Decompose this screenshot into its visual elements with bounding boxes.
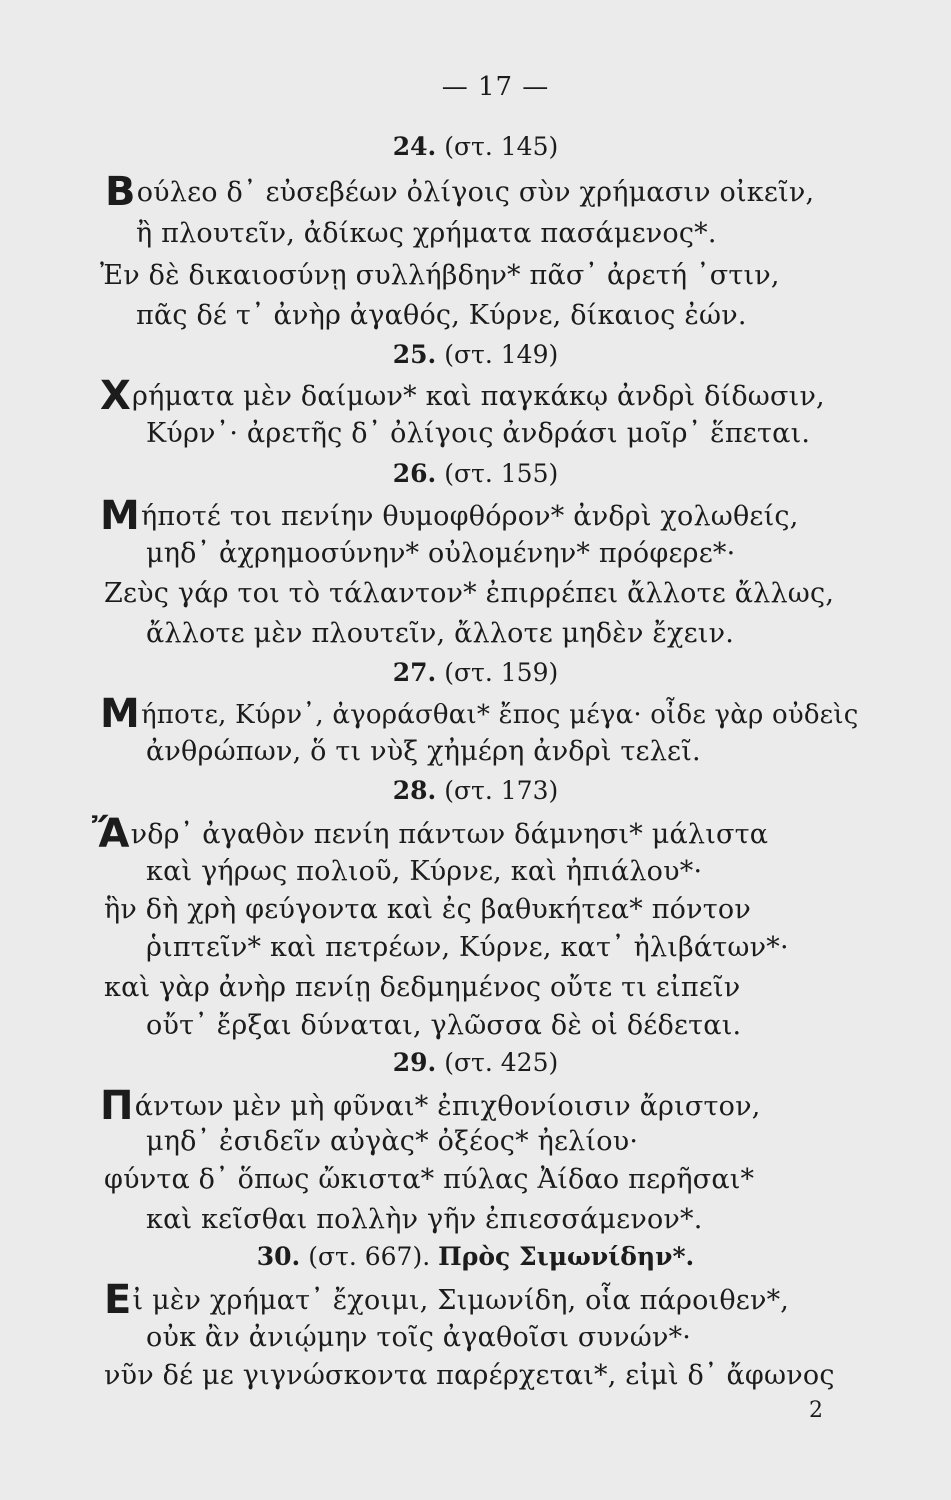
initial-capital: Ἄ: [92, 811, 130, 857]
poem-heading: [0, 1242, 951, 1271]
verse-line: [105, 169, 815, 215]
initial-capital: Π: [100, 1083, 134, 1129]
verse-line: [146, 538, 735, 569]
verse-line: [100, 260, 780, 291]
poem-number: 26.: [392, 459, 437, 488]
page-number: — 17 —: [441, 72, 550, 102]
verse-text: καὶ γὰρ ἀνὴρ πενίῃ δεδμημένος οὔτε τι εἰπεῖν: [104, 972, 741, 1003]
verse-line: [146, 1010, 741, 1041]
poem-number: 25.: [392, 340, 437, 369]
verse-text: Ἐν δὲ δικαιοσύνῃ συλλήβδην* πᾶσ᾽ ἀρετή ᾽στιν,: [100, 260, 780, 291]
initial-capital: Ε: [104, 1277, 132, 1323]
verse-text: ούλεο δ᾽ εὐσεβέων ὀλίγοις σὺν χρήμασιν οἰκεῖν,: [136, 177, 815, 208]
verse-reference: (στ. 149): [444, 340, 559, 369]
verse-line: [104, 972, 740, 1003]
verse-text: ἄλλοτε μὲν πλουτεῖν, ἄλλοτε μηδὲν ἔχειν.: [146, 618, 734, 649]
verse-line: [104, 1164, 754, 1195]
verse-text: ήποτέ τοι πενίην θυμοφθόρον* ἀνδρὶ χολωθείς,: [141, 501, 799, 532]
poem-number: 27.: [392, 658, 437, 687]
verse-text: άντων μὲν μὴ φῦναι* ἐπιχθονίοισιν ἄριστον,: [134, 1091, 761, 1122]
verse-line: [100, 373, 825, 419]
poem-heading: [0, 1048, 951, 1077]
initial-capital: Μ: [100, 691, 141, 737]
verse-line: [146, 618, 734, 649]
verse-line: [146, 856, 702, 887]
verse-text: μηδ᾽ ἐσιδεῖν αὐγὰς* ὀξέος* ἠελίου·: [146, 1126, 639, 1157]
verse-line: [104, 1277, 790, 1323]
verse-line: [104, 894, 751, 925]
poem-dedication: Πρὸς Σιμωνίδην*.: [438, 1242, 695, 1271]
verse-line: [136, 218, 717, 249]
verse-text: καὶ κεῖσθαι πολλὴν γῆν ἐπιεσσάμενον*.: [146, 1204, 703, 1235]
verse-text: φύντα δ᾽ ὅπως ὤκιστα* πύλας Ἀίδαο περῆσαι*: [104, 1164, 755, 1195]
poem-heading: [0, 776, 951, 805]
verse-text: ήποτε, Κύρν᾽, ἀγοράσθαι* ἔπος μέγα· οἶδε γὰρ οὐδεὶς: [141, 700, 859, 730]
verse-text: ἀνθρώπων, ὅ τι νὺξ χἠμέρη ἀνδρὶ τελεῖ.: [146, 736, 701, 767]
verse-text: Κύρν᾽· ἀρετῆς δ᾽ ὀλίγοις ἀνδράσι μοῖρ᾽ ἕπεται.: [146, 418, 811, 449]
verse-reference: (στ. 667).: [308, 1242, 431, 1271]
verse-text: πᾶς δέ τ᾽ ἀνὴρ ἀγαθός, Κύρνε, δίκαιος ἐών.: [136, 300, 747, 331]
verse-text: μηδ᾽ ἀχρημοσύνην* οὐλομένην* πρόφερε*·: [146, 538, 736, 569]
verse-line: [146, 736, 701, 767]
verse-text: ρήματα μὲν δαίμων* καὶ παγκάκῳ ἀνδρὶ δίδωσιν,: [132, 381, 825, 412]
verse-line: [146, 418, 810, 449]
verse-reference: (στ. 173): [444, 776, 559, 805]
poem-heading: [0, 658, 951, 687]
verse-text: ἣν δὴ χρὴ φεύγοντα καὶ ἐς βαθυκήτεα* πόντον: [104, 894, 751, 925]
verse-line: [146, 1322, 691, 1353]
verse-text: καὶ γήρως πολιοῦ, Κύρνε, καὶ ἠπιάλου*·: [146, 856, 703, 887]
verse-text: νῦν δέ με γιγνώσκοντα παρέρχεται*, εἰμὶ δ᾽ ἄφωνος: [104, 1360, 835, 1391]
poem-number: 29.: [392, 1048, 437, 1077]
verse-line: [104, 578, 834, 609]
verse-line: [136, 300, 747, 331]
poem-number: 24.: [392, 132, 437, 161]
verse-line: [100, 1083, 761, 1129]
verse-reference: (στ. 425): [444, 1048, 559, 1077]
verse-text: Ζεὺς γάρ τοι τὸ τάλαντον* ἐπιρρέπει ἄλλοτε ἄλλως,: [104, 578, 835, 609]
verse-text: ἰ μὲν χρήματ᾽ ἔχοιμι, Σιμωνίδη, οἷα πάροιθεν*,: [132, 1285, 790, 1316]
verse-line: [146, 1126, 638, 1157]
verse-text: οὔτ᾽ ἔρξαι δύναται, γλῶσσα δὲ οἱ δέδεται.: [146, 1010, 742, 1041]
initial-capital: Μ: [100, 493, 141, 539]
poem-heading: [0, 459, 951, 488]
signature-mark: 2: [809, 1398, 823, 1423]
verse-line: [146, 1204, 703, 1235]
verse-text: οὐκ ἂν ἀνιῴμην τοῖς ἀγαθοῖσι συνών*·: [146, 1322, 692, 1353]
poem-heading: [0, 132, 951, 161]
poem-number: 30.: [256, 1242, 301, 1271]
verse-line: [104, 1360, 835, 1391]
verse-reference: (στ. 159): [444, 658, 559, 687]
verse-text: νδρ᾽ ἀγαθὸν πενίη πάντων δάμνησι* μάλιστα: [130, 819, 769, 850]
initial-capital: Χ: [100, 373, 132, 419]
verse-text: ἢ πλουτεῖν, ἀδίκως χρήματα πασάμενος*.: [136, 218, 717, 249]
verse-line: [146, 932, 789, 963]
verse-reference: (στ. 155): [444, 459, 559, 488]
initial-capital: Β: [105, 169, 136, 215]
verse-line: [100, 493, 799, 539]
poem-number: 28.: [392, 776, 437, 805]
verse-line: [92, 811, 769, 857]
verse-line: [100, 691, 859, 737]
poem-heading: [0, 340, 951, 369]
verse-text: ῥιπτεῖν* καὶ πετρέων, Κύρνε, κατ᾽ ἠλιβάτων*·: [146, 932, 789, 963]
verse-reference: (στ. 145): [444, 132, 559, 161]
